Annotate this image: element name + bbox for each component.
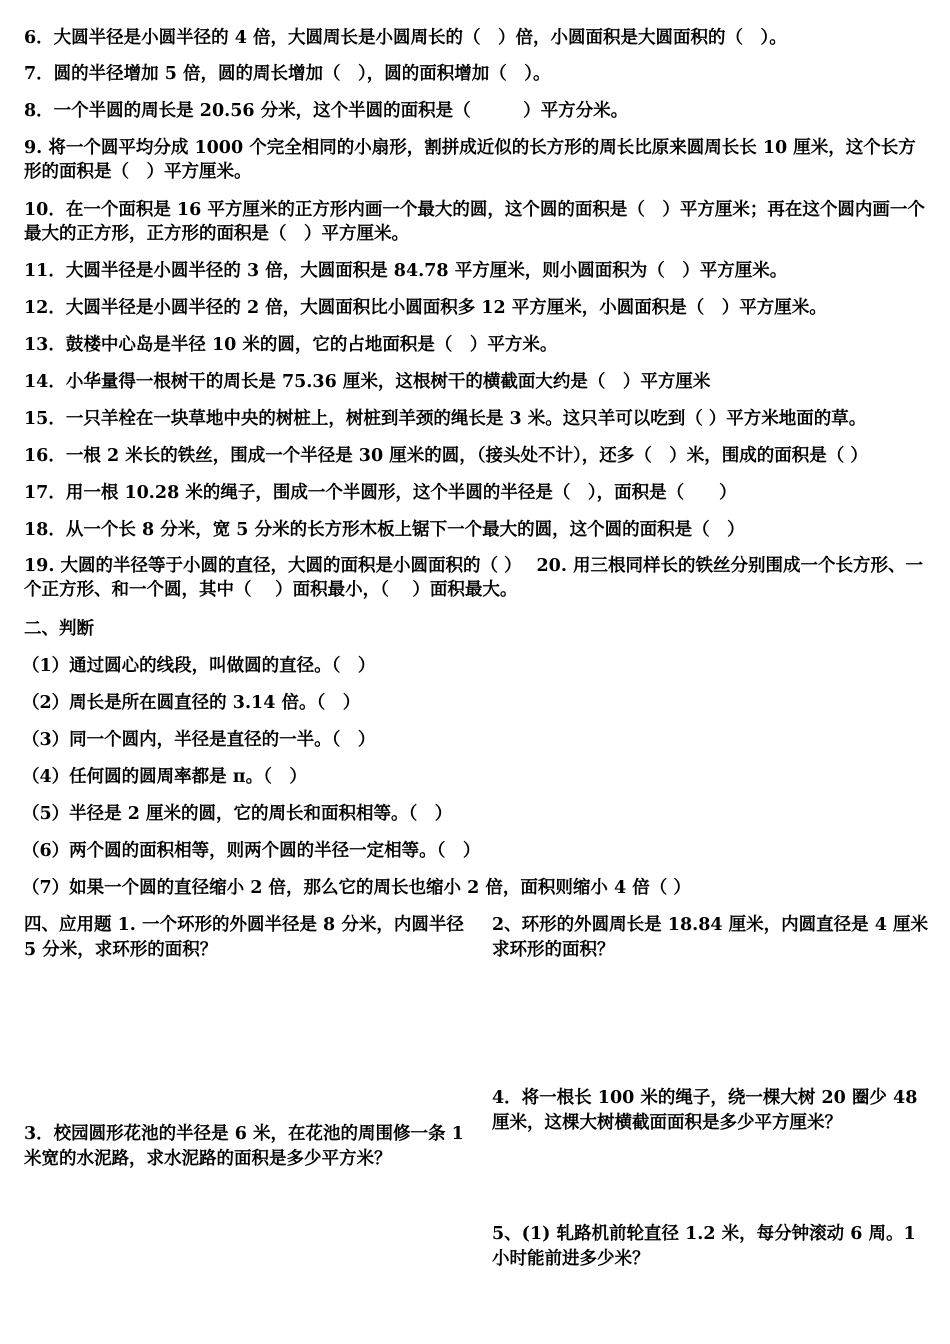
question-11: 11．大圆半径是小圆半径的 3 倍，大圆面积是 84.78 平方厘米，则小圆面积为（ ）平方厘米。	[24, 261, 788, 281]
question-12: 12．大圆半径是小圆半径的 2 倍，大圆面积比小圆面积多 12 平方厘米，小圆面积是（ ）平方厘米。	[24, 298, 827, 318]
question-18: 18．从一个长 8 分米，宽 5 分米的长方形木板上锯下一个最大的圆，这个圆的面积是（ ）	[24, 520, 745, 540]
question-10: 10．在一个面积是 16 平方厘米的正方形内画一个最大的圆，这个圆的面积是（ ）平方厘米；再在这个圆内画一个最大的正方形，正方形的面积是（ ）平方厘米。	[24, 200, 925, 244]
judge-5: （5）半径是 2 厘米的圆，它的周长和面积相等。（ ）	[22, 804, 453, 824]
applied-question-4: 4．将一根长 100 米的绳子，绕一棵大树 20 圈少 48 厘米，这棵大树横截面面积是多少平方厘米？	[492, 1088, 918, 1133]
question-6: 6．大圆半径是小圆半径的 4 倍，大圆周长是小圆周长的（ ）倍，小圆面积是大圆面积的（ ）。	[24, 28, 787, 48]
question-14: 14．小华量得一根树干的周长是 75.36 厘米，这根树干的横截面大约是（ ）平方厘米	[24, 372, 711, 392]
question-17: 17．用一根 10.28 米的绳子，围成一个半圆形，这个半圆的半径是（ ），面积是（ ）	[24, 483, 737, 503]
question-19-20: 19. 大圆的半径等于小圆的直径，大圆的面积是小圆面积的（ ） 20. 用三根同样长的铁丝分别围成一个长方形、一个正方形、和一个圆，其中（ ）面积最小，（ ）面积最大。	[24, 556, 924, 600]
judge-6: （6）两个圆的面积相等，则两个圆的半径一定相等。（ ）	[22, 841, 481, 861]
applied-question-1: 四、应用题 1. 一个环形的外圆半径是 8 分米，内圆半径 5 分米，求环形的面积？	[24, 915, 464, 960]
question-7: 7．圆的半径增加 5 倍，圆的周长增加（ ），圆的面积增加（ ）。	[24, 64, 551, 84]
question-16: 16．一根 2 米长的铁丝，围成一个半径是 30 厘米的圆，（接头处不计），还多（ ）米，围成的面积是（ ）	[24, 446, 868, 466]
applied-question-3: 3．校园圆形花池的半径是 6 米，在花池的周围修一条 1 米宽的水泥路，求水泥路的面积是多少平方米？	[24, 1124, 464, 1169]
section-judge-heading: 二、判断	[24, 619, 94, 639]
question-15: 15．一只羊栓在一块草地中央的树桩上，树桩到羊颈的绳长是 3 米。这只羊可以吃到（ ）平方米地面的草。	[24, 409, 867, 429]
applied-question-2: 2、环形的外圆周长是 18.84 厘米，内圆直径是 4 厘米求环形的面积？	[492, 915, 929, 960]
question-8: 8．一个半圆的周长是 20.56 分米，这个半圆的面积是（ ）平方分米。	[24, 101, 629, 121]
question-13: 13．鼓楼中心岛是半径 10 米的圆，它的占地面积是（ ）平方米。	[24, 335, 558, 355]
applied-question-5: 5、(1) 轧路机前轮直径 1.2 米，每分钟滚动 6 周。1 小时能前进多少米？	[492, 1224, 916, 1269]
judge-2: （2）周长是所在圆直径的 3.14 倍。（ ）	[22, 693, 361, 713]
judge-1: （1）通过圆心的线段，叫做圆的直径。（ ）	[22, 656, 376, 676]
question-9: 9. 将一个圆平均分成 1000 个完全相同的小扇形，割拼成近似的长方形的周长比原来圆周长长 10 厘米，这个长方形的面积是（ ）平方厘米。	[24, 138, 916, 182]
judge-7: （7）如果一个圆的直径缩小 2 倍，那么它的周长也缩小 2 倍，面积则缩小 4 倍（ ）	[22, 878, 691, 898]
judge-3: （3）同一个圆内，半径是直径的一半。（ ）	[22, 730, 376, 750]
judge-4: （4）任何圆的圆周率都是 π。（ ）	[22, 767, 307, 787]
